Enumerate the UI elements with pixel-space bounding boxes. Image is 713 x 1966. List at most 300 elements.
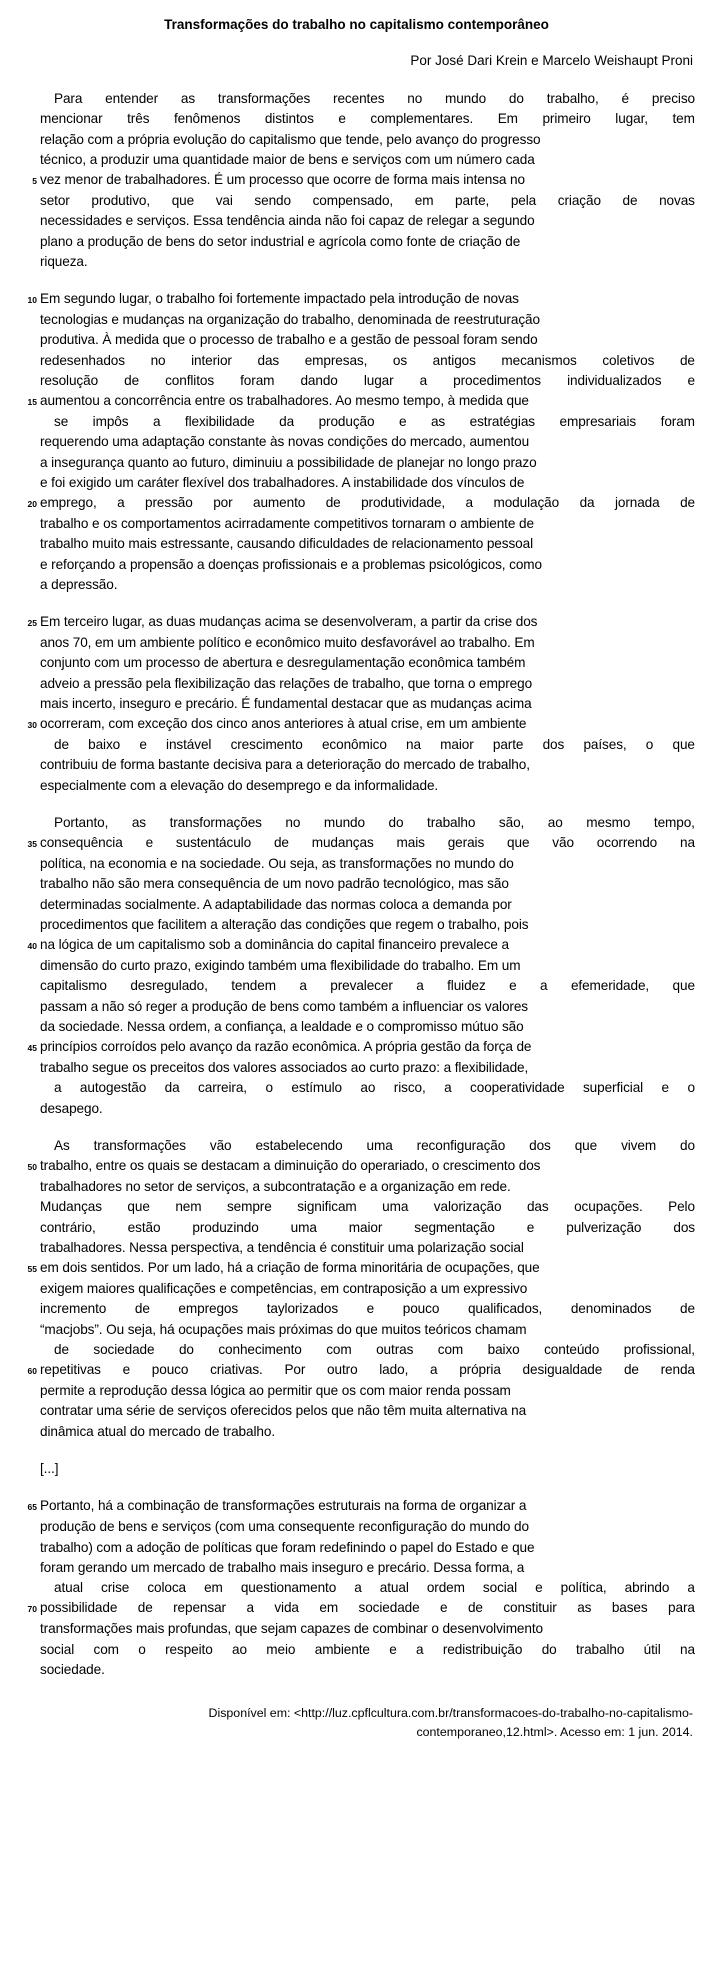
word: transformações <box>217 91 311 107</box>
page-title: Transformações do trabalho no capitalismo contemporâneo <box>164 17 549 32</box>
text-line <box>18 1517 695 1537</box>
text-line <box>18 915 695 935</box>
word: das <box>257 352 280 368</box>
word: coletivos <box>602 352 655 368</box>
word: a <box>465 494 474 510</box>
word: lugar <box>363 372 394 388</box>
line-text: política, na economia e na sociedade. Ou seja, as transformações no mundo do <box>40 856 514 872</box>
word: de <box>273 835 289 850</box>
paragraph <box>18 1459 695 1479</box>
word: o <box>138 1641 146 1657</box>
text-line <box>18 432 695 452</box>
word: baixo <box>487 1341 520 1357</box>
text-line <box>18 1422 695 1442</box>
line-text: a depressão. <box>40 576 118 592</box>
line-text <box>40 1578 695 1598</box>
word: qualificados, <box>467 1301 543 1317</box>
word: trabalho, <box>546 91 599 107</box>
word: e <box>535 1579 543 1595</box>
word: e <box>389 1641 397 1657</box>
word: é <box>621 91 630 107</box>
text-line <box>18 895 695 915</box>
word: países, <box>583 737 627 753</box>
word: de <box>325 494 341 510</box>
word: as <box>131 814 146 830</box>
word: modulação <box>493 494 560 510</box>
word: em <box>319 1600 339 1616</box>
word: estabelecendo <box>255 1137 343 1153</box>
word: na <box>679 835 695 850</box>
line-text: “macjobs”. Ou seja, há ocupações mais próximas do que muitos teóricos chamam <box>40 1321 527 1337</box>
word: vão <box>552 835 574 850</box>
text-line <box>18 412 695 432</box>
line-text: princípios corroídos pelo avanço da razão econômica. A própria gestão da força de <box>40 1039 532 1055</box>
word: vai <box>215 193 233 209</box>
word: coloca <box>147 1579 187 1595</box>
word: tempo, <box>653 814 695 830</box>
text-line <box>18 956 695 976</box>
word: criação <box>557 193 601 209</box>
word: o <box>645 737 654 753</box>
word: ao <box>547 814 563 830</box>
word: tendem <box>231 978 276 994</box>
word: jornada <box>614 494 660 510</box>
word: são, <box>498 814 525 830</box>
line-text <box>40 1197 695 1217</box>
text-line <box>18 1099 695 1119</box>
line-text <box>40 1299 695 1319</box>
word: redistribuição <box>442 1641 523 1657</box>
word: conflitos <box>165 372 215 388</box>
word: própria <box>459 1362 501 1378</box>
word: atual <box>379 1579 409 1595</box>
word: mudanças <box>311 835 374 850</box>
word: cooperatividade <box>470 1080 565 1096</box>
line-number: 55 <box>27 1264 37 1275</box>
line-text: trabalho) com a adoção de políticas que foram redefinindo o papel do Estado e que <box>40 1539 535 1555</box>
word: parte <box>492 737 524 753</box>
line-number: 45 <box>27 1043 37 1054</box>
word: a <box>54 1080 62 1096</box>
text-line <box>18 714 695 735</box>
word: e <box>509 978 517 994</box>
line-number: 15 <box>27 396 37 407</box>
text-line <box>18 310 695 330</box>
word: produção <box>318 414 375 430</box>
source-citation <box>18 1704 695 1742</box>
author-byline: Por José Dari Krein e Marcelo Weishaupt Proni <box>410 52 693 68</box>
word: bases <box>611 1600 648 1616</box>
word: Para <box>54 91 83 107</box>
word: lugar, <box>615 111 648 127</box>
line-number: 60 <box>27 1366 37 1377</box>
line-text: trabalho e os comportamentos acirradamente competitivos tornaram o ambiente de <box>40 516 534 532</box>
word: renda <box>660 1362 695 1378</box>
line-text <box>40 493 695 513</box>
word: a <box>429 1362 438 1378</box>
line-text: foram gerando um mercado de trabalho mais inseguro e precário. Dessa forma, a <box>40 1559 525 1575</box>
line-text: tecnologias e mudanças na organização do trabalho, denominada de reestruturação <box>40 312 540 328</box>
word: na <box>406 737 421 753</box>
word: que <box>507 835 530 850</box>
line-text: contratar uma série de serviços oferecidos pelos que não têm muita alternativa na <box>40 1403 527 1419</box>
text-line <box>18 232 695 252</box>
text-line <box>18 1177 695 1197</box>
word: ocupações. <box>574 1199 643 1215</box>
line-text <box>40 1360 695 1380</box>
word: entender <box>105 91 159 107</box>
paragraph <box>18 612 695 796</box>
word: de <box>679 352 695 368</box>
text-line <box>18 391 695 412</box>
word: risco, <box>393 1080 426 1096</box>
line-text: trabalho não são mera consequência de um novo padrão tecnológico, mas são <box>40 876 509 892</box>
word: econômico <box>321 737 387 753</box>
line-text: da sociedade. Nessa ordem, a confiança, a lealdade e o compromisso mútuo são <box>40 1018 524 1034</box>
text-line <box>18 1360 695 1381</box>
line-number: 20 <box>27 498 37 509</box>
word: a <box>416 1641 424 1657</box>
line-text: determinadas socialmente. A adaptabilidade das normas coloca a demanda por <box>40 896 512 912</box>
word: denominados <box>570 1301 652 1317</box>
text-line <box>18 813 695 833</box>
word: e <box>398 414 407 430</box>
line-text <box>40 976 695 996</box>
word: das <box>526 1199 549 1215</box>
text-line <box>18 1598 695 1619</box>
line-text: produtiva. À medida que o processo de trabalho e a gestão de pessoal foram sendo <box>40 332 538 348</box>
word: de <box>680 1301 695 1317</box>
text-line <box>18 371 695 391</box>
word: empresariais <box>559 414 637 430</box>
word: uma <box>366 1137 393 1153</box>
word: política, <box>560 1579 607 1595</box>
line-text: dimensão do curto prazo, exigindo também uma flexibilidade do trabalho. Em um <box>40 958 521 974</box>
line-text <box>40 1598 695 1618</box>
line-text: contribuiu de forma bastante decisiva para a deterioração do mercado de trabalho, <box>40 757 530 773</box>
word: pouco <box>402 1301 440 1317</box>
word: com <box>93 1641 119 1657</box>
text-line <box>18 130 695 150</box>
word: e <box>139 737 147 753</box>
word: na <box>680 1641 695 1657</box>
word: tem <box>672 111 695 127</box>
text-line <box>18 776 695 796</box>
text-line <box>18 170 695 191</box>
line-number: 65 <box>27 1502 37 1513</box>
line-text <box>40 813 695 833</box>
word: fluidez <box>447 978 486 994</box>
word: vão <box>209 1137 232 1153</box>
word: dando <box>300 372 338 388</box>
text-line <box>18 1197 695 1217</box>
text-line <box>18 1558 695 1578</box>
line-text: riqueza. <box>40 253 88 269</box>
word: desigualdade <box>522 1362 603 1378</box>
line-text: trabalho muito mais estressante, causando dificuldades de relacionamento pessoal <box>40 536 533 552</box>
text-line <box>18 1238 695 1258</box>
word: social <box>40 1641 75 1657</box>
word: empresas, <box>304 352 368 368</box>
word: do <box>388 814 404 830</box>
line-text: relação com a própria evolução do capitalismo que tende, pelo avanço do progresso <box>40 131 541 147</box>
word: e <box>338 111 346 127</box>
text-line <box>18 1258 695 1279</box>
text-line <box>18 976 695 996</box>
line-text: plano a produção de bens do setor industrial e agrícola como fonte de criação de <box>40 233 521 249</box>
line-text <box>40 735 695 755</box>
word: taylorizados <box>266 1301 339 1317</box>
word: estratégias <box>469 414 536 430</box>
word: crise <box>101 1579 130 1595</box>
word: pressão <box>145 494 193 510</box>
word: os <box>392 352 408 368</box>
word: outras <box>376 1341 414 1357</box>
line-text: exigem maiores qualificações e competências, em contraposição a um expressivo <box>40 1281 528 1297</box>
line-text <box>40 371 695 391</box>
word: produtivo, <box>91 193 151 209</box>
line-text: conjunto com um processo de abertura e desregulamentação econômica também <box>40 655 526 671</box>
word: que <box>171 193 195 209</box>
word: consequência <box>40 835 123 850</box>
word: ambiente <box>314 1641 370 1657</box>
word: interior <box>191 352 232 368</box>
word: em <box>414 193 434 209</box>
word: Pelo <box>668 1199 695 1215</box>
word: pulverização <box>566 1219 642 1235</box>
line-text: Em segundo lugar, o trabalho foi fortemente impactado pela introdução de novas <box>40 290 519 306</box>
line-text: mais incerto, inseguro e precário. É fundamental destacar que as mudanças acima <box>40 695 532 711</box>
word: ocorrendo <box>596 835 658 850</box>
word: que <box>672 978 695 994</box>
text-line <box>18 191 695 211</box>
word: profissional, <box>623 1341 695 1357</box>
word: de <box>467 1600 483 1616</box>
word: pela <box>510 193 537 209</box>
word: nem <box>175 1199 202 1215</box>
word: com <box>326 1341 352 1357</box>
word: flexibilidade <box>184 414 255 430</box>
text-line <box>18 1578 695 1598</box>
word: de <box>134 1301 150 1317</box>
line-text: vez menor de trabalhadores. É um processo que ocorre de forma mais intensa no <box>40 171 525 187</box>
word: trabalho <box>575 1641 625 1657</box>
word: e <box>661 1080 670 1096</box>
word: do <box>508 91 524 107</box>
word: dos <box>542 737 565 753</box>
word: sendo <box>254 193 291 209</box>
word: de <box>680 494 695 510</box>
line-text: Em terceiro lugar, as duas mudanças acima se desenvolveram, a partir da crise dos <box>40 613 538 629</box>
text-line <box>18 633 695 653</box>
word: resolução <box>40 372 99 388</box>
word: prevalecer <box>330 978 393 994</box>
text-line <box>18 1218 695 1238</box>
line-text: passam a não só reger a produção de bens como também a influenciar os valores <box>40 998 528 1014</box>
word: crescimento <box>230 737 303 753</box>
word: de <box>54 737 69 753</box>
word: que <box>574 1137 598 1153</box>
word: questionamento <box>240 1579 337 1595</box>
word: e <box>440 1600 448 1616</box>
line-number: 70 <box>27 1604 37 1615</box>
word: a <box>444 1080 452 1096</box>
text-line <box>18 330 695 350</box>
word: valorização <box>433 1199 502 1215</box>
word: com <box>437 1341 464 1357</box>
word: da <box>579 494 595 510</box>
word: as <box>577 1600 592 1616</box>
text-line <box>18 109 695 129</box>
word: carreira, <box>198 1080 247 1096</box>
word: as <box>180 91 196 107</box>
text-line <box>18 534 695 554</box>
text-line <box>18 1037 695 1058</box>
word: repensar <box>173 1600 226 1616</box>
text-line <box>18 1017 695 1037</box>
line-text: aumentou a concorrência entre os trabalhadores. Ao mesmo tempo, à medida que <box>40 392 529 408</box>
line-number: 25 <box>27 617 37 628</box>
text-line <box>18 1299 695 1319</box>
word: efemeridade, <box>570 978 650 994</box>
text-line <box>18 674 695 694</box>
line-text: produção de bens e serviços (com uma consequente reconfiguração do mundo do <box>40 1519 529 1535</box>
word: uma <box>382 1199 409 1215</box>
text-line <box>18 874 695 894</box>
word: a <box>246 1600 254 1616</box>
text-line <box>18 1136 695 1156</box>
text-line <box>18 211 695 231</box>
word: pouco <box>151 1362 189 1378</box>
word: criativas. <box>210 1362 263 1378</box>
word: da <box>164 1080 180 1096</box>
word: a <box>416 978 424 994</box>
text-line <box>18 473 695 493</box>
word: e <box>687 372 695 388</box>
word: sustentáculo <box>175 835 252 850</box>
paragraph <box>18 813 695 1119</box>
line-number: 35 <box>27 839 37 849</box>
line-text: ocorreram, com exceção dos cinco anos anteriores à atual crise, em um ambiente <box>40 715 527 731</box>
word: a <box>419 372 428 388</box>
word: ao <box>360 1080 376 1096</box>
word: vida <box>274 1600 299 1616</box>
word: procedimentos <box>453 372 542 388</box>
word: Por <box>284 1362 306 1378</box>
word: foram <box>660 414 695 430</box>
text-line <box>18 1156 695 1177</box>
word: uma <box>290 1219 317 1235</box>
word: a <box>299 978 307 994</box>
word: de <box>622 193 638 209</box>
text-line <box>18 997 695 1017</box>
text-line <box>18 1381 695 1401</box>
word: mundo <box>323 814 365 830</box>
word: meio <box>266 1641 296 1657</box>
text-line <box>18 1459 695 1479</box>
word: gerais <box>447 835 485 850</box>
word: produtividade, <box>361 494 446 510</box>
word: do <box>680 1137 695 1153</box>
word: que <box>127 1199 150 1215</box>
word: e <box>122 1362 131 1378</box>
text-line <box>18 1401 695 1421</box>
line-text: [...] <box>40 1460 59 1476</box>
text-line <box>18 1320 695 1340</box>
word: estão <box>127 1219 161 1235</box>
text-line <box>18 89 695 109</box>
line-text: permite a reprodução dessa lógica ao permitir que os com maior renda possam <box>40 1383 511 1399</box>
word: se <box>54 414 69 430</box>
word: foram <box>240 372 275 388</box>
paragraph <box>18 1496 695 1680</box>
text-line <box>18 1538 695 1558</box>
line-text: desapego. <box>40 1100 103 1116</box>
word: incremento <box>40 1301 107 1317</box>
word: a <box>354 1579 362 1595</box>
word: outro <box>327 1362 358 1378</box>
text-line <box>18 555 695 575</box>
line-text: adveio a pressão pela flexibilização das relações de trabalho, que torna o emprego <box>40 675 533 691</box>
text-line <box>18 351 695 371</box>
text-line <box>18 653 695 673</box>
word: mais <box>396 835 425 850</box>
line-text <box>40 1640 695 1660</box>
word: útil <box>643 1641 661 1657</box>
line-number: 30 <box>27 719 37 730</box>
word: social <box>482 1579 518 1595</box>
line-text: trabalho segue os preceitos dos valores associados ao curto prazo: a flexibilidade, <box>40 1060 529 1076</box>
word: conteúdo <box>544 1341 600 1357</box>
line-number: 5 <box>32 175 37 186</box>
text-line <box>18 493 695 514</box>
text-line <box>18 694 695 714</box>
word: maior <box>348 1219 383 1235</box>
line-text <box>40 89 695 109</box>
text-line <box>18 833 695 854</box>
text-line <box>18 1340 695 1360</box>
word: primeiro <box>542 111 591 127</box>
word: Mudanças <box>40 1199 102 1215</box>
line-text: necessidades e serviços. Essa tendência ainda não foi capaz de relegar a segundo <box>40 213 535 229</box>
word: de <box>623 1362 639 1378</box>
line-text: e foi exigido um caráter flexível dos trabalhadores. A instabilidade dos vínculos de <box>40 474 525 490</box>
word: As <box>54 1137 70 1153</box>
word: setor <box>40 193 70 209</box>
word: do <box>178 1341 194 1357</box>
word: capitalismo <box>40 978 107 994</box>
word: de <box>54 1341 69 1357</box>
word: autogestão <box>79 1080 147 1096</box>
text-line <box>18 612 695 633</box>
line-text <box>40 191 695 211</box>
source-line-2: contemporaneo,12.html>. Acesso em: 1 jun. 2014. <box>416 1724 693 1739</box>
word: que <box>672 737 695 753</box>
word: a <box>540 978 548 994</box>
word: antigos <box>432 352 476 368</box>
line-text: Portanto, há a combinação de transformações estruturais na forma de organizar a <box>40 1498 527 1514</box>
text-line <box>18 150 695 170</box>
text-line <box>18 575 695 595</box>
line-text: técnico, a produzir uma quantidade maior de bens e serviços com um número cada <box>40 151 535 167</box>
paragraph <box>18 89 695 272</box>
word: para <box>668 1600 695 1616</box>
word: o <box>687 1080 695 1096</box>
word: vivem <box>621 1137 657 1153</box>
word: no <box>150 352 166 368</box>
word: transformações <box>169 814 262 830</box>
word: a <box>117 494 125 510</box>
